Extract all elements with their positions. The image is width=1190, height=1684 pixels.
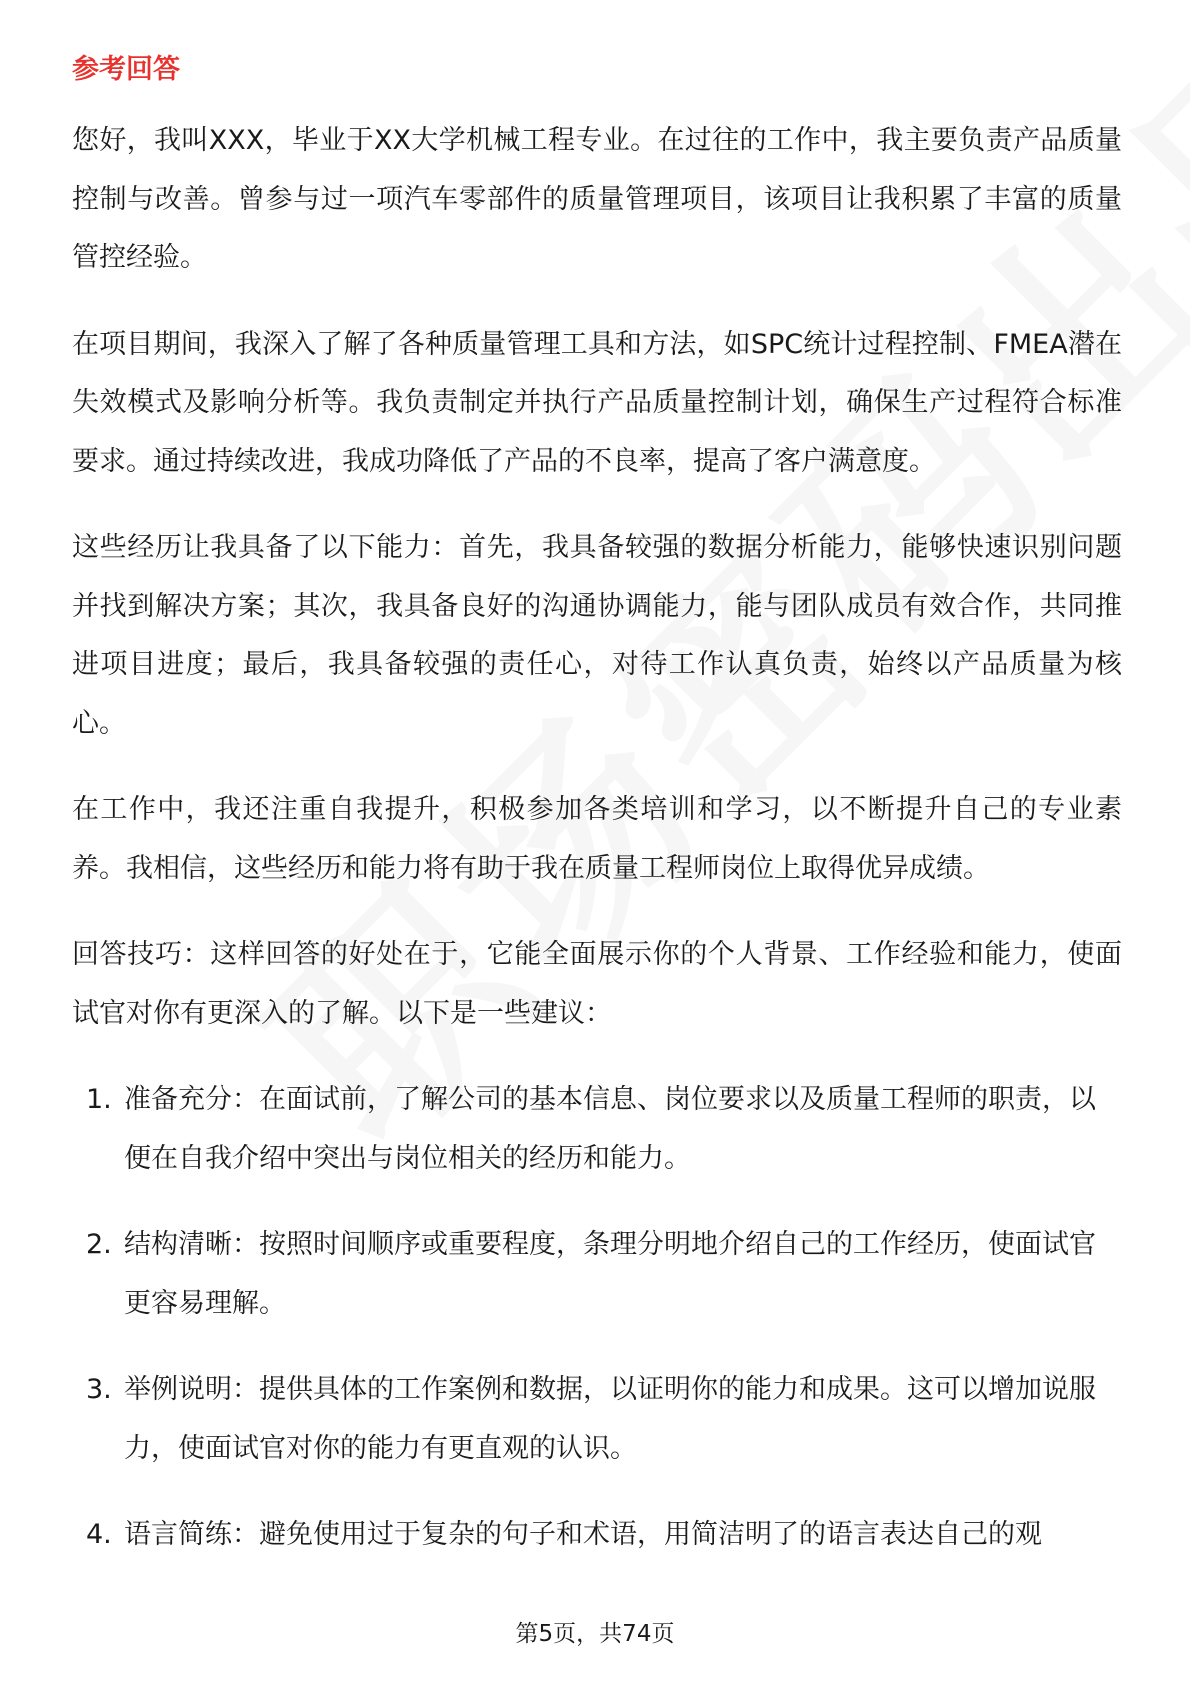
list-item <box>72 1071 1122 1188</box>
list-item <box>72 1216 1122 1333</box>
list-number: 2. <box>86 1229 112 1260</box>
paragraph-intro: 您好，我叫XXX，毕业于XX大学机械工程专业。在过往的工作中，我主要负责产品质量控制与改善。曾参与过一项汽车零部件的质量管理项目，该项目让我积累了丰富的质量管控经验。 <box>72 125 1122 273</box>
content-area <box>72 44 1122 1593</box>
page-footer: 第5页，共74页 <box>515 1621 675 1647</box>
tips-list <box>72 1071 1122 1565</box>
paragraph-tips: 回答技巧：这样回答的好处在于，它能全面展示你的个人背景、工作经验和能力，使面试官对你有更深入的了解。以下是一些建议： <box>72 939 1122 1029</box>
list-text: 举例说明：提供具体的工作案例和数据，以证明你的能力和成果。这可以增加说服力，使面试官对你的能力有更直观的认识。 <box>124 1374 1096 1464</box>
list-text: 准备充分：在面试前，了解公司的基本信息、岗位要求以及质量工程师的职责，以便在自我介绍中突出与岗位相关的经历和能力。 <box>124 1084 1096 1174</box>
list-text: 语言简练：避免使用过于复杂的句子和术语，用简洁明了的语言表达自己的观 <box>124 1519 1042 1550</box>
list-number: 3. <box>86 1374 112 1405</box>
paragraph-growth: 在工作中，我还注重自我提升，积极参加各类培训和学习，以不断提升自己的专业素养。我相信，这些经历和能力将有助于我在质量工程师岗位上取得优异成绩。 <box>72 794 1122 884</box>
paragraph-project: 在项目期间，我深入了解了各种质量管理工具和方法，如SPC统计过程控制、FMEA潜在失效模式及影响分析等。我负责制定并执行产品质量控制计划，确保生产过程符合标准要求。通过持续改进，我成功降低了产品的不良率，提高了客户满意度。 <box>72 328 1122 477</box>
list-item <box>72 1361 1122 1478</box>
list-item <box>72 1506 1122 1565</box>
list-number: 4. <box>86 1519 112 1550</box>
list-number: 1. <box>86 1084 112 1115</box>
paragraph-abilities: 这些经历让我具备了以下能力：首先，我具备较强的数据分析能力，能够快速识别问题并找到解决方案；其次，我具备良好的沟通协调能力，能与团队成员有效合作，共同推进项目进度；最后，我具备较强的责任心，对待工作认真负责，始终以产品质量为核心。 <box>72 532 1122 739</box>
list-text: 结构清晰：按照时间顺序或重要程度，条理分明地介绍自己的工作经历，使面试官更容易理解。 <box>124 1229 1096 1319</box>
section-heading: 参考回答 <box>72 54 180 85</box>
